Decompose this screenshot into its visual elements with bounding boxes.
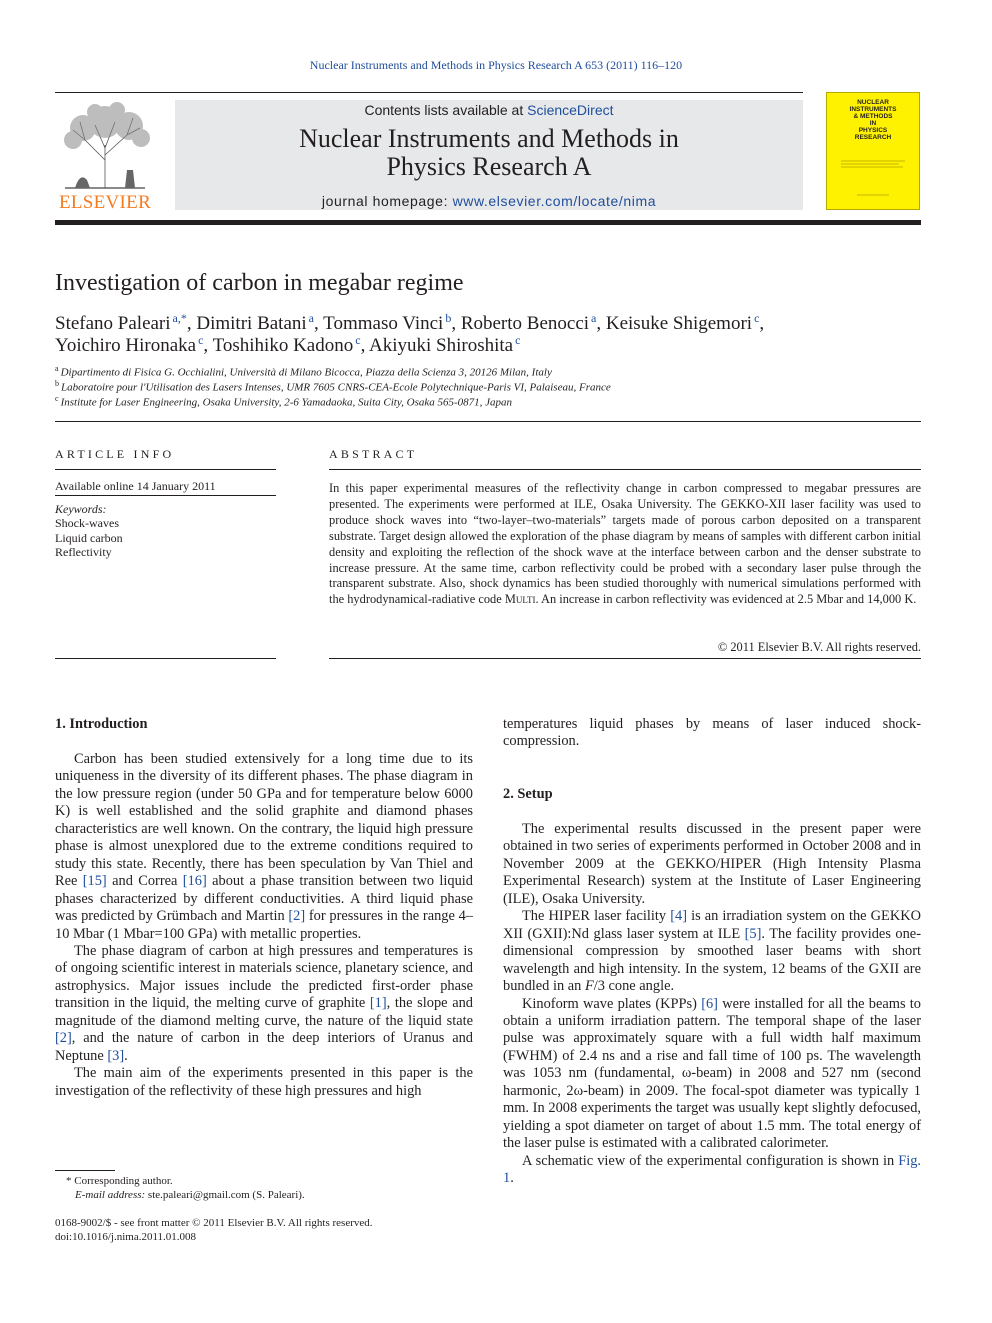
affiliation-mark: b xyxy=(55,379,59,388)
section-1-heading: 1. Introduction xyxy=(55,716,148,732)
keywords-label: Keywords: xyxy=(55,502,107,516)
author-name: Stefano Paleari xyxy=(55,313,171,334)
paragraph-text: . xyxy=(510,1170,514,1187)
paper-title: Investigation of carbon in megabar regime xyxy=(55,270,464,296)
paragraph-text: about a phase transition between two liquid phases characterized by different conductivities. A third liquid phase was predicted by Grümbach and Martin xyxy=(55,873,473,925)
right-column xyxy=(503,821,921,1188)
affiliation-b xyxy=(55,379,611,394)
citation-link[interactable]: [6] xyxy=(701,995,718,1012)
homepage-prefix: journal homepage: xyxy=(321,193,453,209)
abstract-body: In this paper experimental measures of the reflectivity change in carbon compressed to megabar pressures are presented. The experiments were performed at ILE, Osaka University. The GEKKO-XII laser facility was used to produce shock waves into “two-layer–two-materials” targets made of porous carbon deposited on a transparent substrate. Target design allowed the exploration of the phase diagram by means of samples with different carbon initial density and exploiting the reflection of the shock wave at the interface between carbon and the denser substrate to increase pressure. At the same time, carbon reflectivity could be probed with a secondary laser pulse through the transparent substrate. Also, shock dynamics has been studied thoroughly with numerical simulations performed with the hydrodynamical-radiative code xyxy=(329,481,921,607)
paragraph-text: is an irradiation system on the GEKKO XII (GXII):Nd glass laser system at ILE xyxy=(503,908,922,942)
abstract-text xyxy=(329,481,921,608)
author-separator: , xyxy=(759,313,765,334)
issn-line: 0168-9002/$ - see front matter © 2011 Elsevier B.V. All rights reserved. xyxy=(55,1217,373,1229)
article-info-heading: ARTICLE INFO xyxy=(55,447,175,461)
author-affiliation-mark[interactable]: a,* xyxy=(172,311,187,325)
article-info-rule xyxy=(55,469,276,470)
available-online: Available online 14 January 2011 xyxy=(55,479,216,493)
cover-title: NUCLEAR INSTRUMENTS & METHODS IN PHYSICS RESEARCH xyxy=(849,99,897,141)
affiliation-text: Institute for Laser Engineering, Osaka University, 2-6 Yamadaoka, Suita City, Osaka 565-0871, Japan xyxy=(60,396,513,409)
header-top-rule xyxy=(55,92,803,93)
citation-link[interactable]: [3] xyxy=(107,1047,125,1064)
section-2-heading: 2. Setup xyxy=(503,786,553,802)
paragraph-text: , and the nature of carbon in the deep interiors of Uranus and Neptune xyxy=(55,1030,473,1064)
abstract-body-end: . An increase in carbon reflectivity was evidenced at 2.5 Mbar and 14,000 K. xyxy=(535,592,917,607)
journal-name-line1: Nuclear Instruments and Methods in xyxy=(299,124,679,153)
author-affiliation-mark[interactable]: c xyxy=(198,333,204,347)
paragraph-text: . xyxy=(124,1047,128,1064)
keyword-item: Liquid carbon xyxy=(55,531,123,545)
author-affiliation-mark[interactable]: c xyxy=(754,311,760,325)
citation-link[interactable]: [15] xyxy=(82,873,107,890)
intro-paragraph-3-continued: temperatures liquid phases by means of laser induced shock-compression. xyxy=(503,716,921,750)
paragraph-text: Kinoform wave plates (KPPs) xyxy=(522,995,702,1012)
journal-homepage-line xyxy=(175,193,803,209)
paragraph-text: for pressures in the range 4–10 Mbar (1 Mbar=100 GPa) with metallic properties. xyxy=(55,908,473,942)
doi-line[interactable]: doi:10.1016/j.nima.2011.01.008 xyxy=(55,1231,197,1243)
journal-name xyxy=(175,125,803,181)
header-bottom-rule xyxy=(55,220,921,225)
article-info-rule-2 xyxy=(55,495,276,496)
paragraph-text: , the slope and magnitude of the diamond melting curve, the nature of the liquid state xyxy=(55,995,473,1029)
author-line-1 xyxy=(55,311,764,335)
paragraph-text: . The facility provides one-dimensional compression by smoothed laser beams with short wavelength and high intensity. In the system, 12 beams of the GXII are bundled in an xyxy=(503,925,921,995)
cover-decoration xyxy=(837,159,909,199)
abstract-copyright: © 2011 Elsevier B.V. All rights reserved. xyxy=(717,640,921,654)
left-column xyxy=(55,751,473,1100)
journal-name-line2: Physics Research A xyxy=(386,152,592,181)
citation-link[interactable]: [5] xyxy=(744,925,762,942)
author-name: Roberto Benocci xyxy=(460,313,590,334)
author-name: Tommaso Vinci xyxy=(323,313,444,334)
author-affiliation-mark[interactable]: a xyxy=(308,311,314,325)
email-label: E-mail address: xyxy=(75,1189,146,1201)
citation-link[interactable]: [1] xyxy=(369,995,387,1012)
keyword-item: Shock-waves xyxy=(55,516,119,530)
author-affiliation-mark[interactable]: a xyxy=(591,311,597,325)
code-name: Multi xyxy=(504,592,536,607)
affiliation-a xyxy=(55,364,552,379)
author-separator: , xyxy=(360,335,370,356)
elsevier-wordmark: ELSEVIER xyxy=(58,192,152,213)
intro-paragraph-3: The main aim of the experiments presented in this paper is the investigation of the reflectivity of these high pressures and high xyxy=(55,1065,473,1099)
author-separator: , xyxy=(203,335,213,356)
journal-citation[interactable]: Nuclear Instruments and Methods in Physics Research A 653 (2011) 116–120 xyxy=(309,58,683,72)
author-name: Dimitri Batani xyxy=(196,313,307,334)
intro-paragraph-1 xyxy=(55,751,473,943)
abstract-bottom-rule xyxy=(329,658,921,659)
corresponding-author-note: * Corresponding author. xyxy=(66,1175,173,1187)
author-separator: , xyxy=(596,313,606,334)
author-separator: , xyxy=(186,313,197,334)
footnote-rule xyxy=(55,1170,115,1171)
journal-cover-thumbnail[interactable] xyxy=(826,92,920,210)
abstract-rule xyxy=(329,469,921,470)
affiliation-text: Laboratoire pour l'Utilisation des Lasers Intenses, UMR 7605 CNRS-CEA-Ecole Polytechnique-Paris VI, Palaiseau, France xyxy=(61,381,611,394)
email-address[interactable]: ste.paleari@gmail.com (S. Paleari). xyxy=(145,1189,305,1201)
affiliation-c xyxy=(55,394,512,409)
citation-link[interactable]: [16] xyxy=(182,873,207,890)
citation-link[interactable]: [4] xyxy=(670,908,687,925)
citation-link[interactable]: Fig. 1 xyxy=(503,1152,921,1187)
paragraph-text: Carbon has been studied extensively for a long time due to its uniqueness in the diversity of its different phases. The phase diagram in the low pressure region (under 50 GPa and for temperature below 6000 K) is well established and the solid graphite and diamond phases characteristics are well known. On the contrary, the liquid high pressure phase is almost unexplored due to the extreme conditions required to study this state. Recently, there has been speculation by Van Thiel and Ree xyxy=(55,751,473,890)
author-line-2 xyxy=(55,333,520,357)
affiliation-mark: c xyxy=(55,394,59,403)
author-separator: , xyxy=(314,313,324,334)
author-affiliation-mark[interactable]: c xyxy=(515,333,521,347)
journal-homepage-link[interactable]: www.elsevier.com/locate/nima xyxy=(452,193,657,209)
author-separator: , xyxy=(451,313,461,334)
citation-link[interactable]: [2] xyxy=(55,1030,72,1047)
setup-paragraph-1: The experimental results discussed in the present paper were obtained in two series of experiments performed in October 2008 and in November 2009 at the GEKKO/HIPER (High Intensity Plasma Experimental Research) system at the Institute of Laser Engineering (ILE), Osaka University. xyxy=(503,821,921,907)
keyword-item: Reflectivity xyxy=(55,545,112,559)
setup-paragraph-3 xyxy=(503,996,921,1153)
paragraph-text: A schematic view of the experimental configuration is shown in xyxy=(522,1152,899,1169)
paragraph-text: and Correa xyxy=(106,873,183,890)
affiliation-text: Dipartimento di Fisica G. Occhialini, Università di Milano Bicocca, Piazza della Scienza 3, 20126 Milan, Italy xyxy=(60,366,552,379)
author-name: Akiyuki Shiroshita xyxy=(369,335,514,356)
paragraph-text: /3 cone angle. xyxy=(593,978,675,995)
title-block-rule xyxy=(55,421,921,422)
contents-prefix: Contents lists available at xyxy=(364,102,528,118)
setup-paragraph-2 xyxy=(503,908,921,995)
author-affiliation-mark[interactable]: b xyxy=(445,311,452,325)
author-name: Keisuke Shigemori xyxy=(605,313,753,334)
article-info-bottom-rule xyxy=(55,658,276,659)
setup-paragraph-4 xyxy=(503,1153,921,1188)
contents-available-line xyxy=(175,102,803,118)
citation-link[interactable]: [2] xyxy=(288,908,306,925)
italic-text: F xyxy=(584,978,594,995)
author-name: Yoichiro Hironaka xyxy=(55,335,197,356)
paragraph-text: The HIPER laser facility xyxy=(522,908,671,925)
paragraph-text: were installed for all the beams to obtain a uniform irradiation pattern. The temporal shape of the laser pulse was approximately square with a full width half maximum (FWHM) of 2.4 ns and a rise and fall time of 100 ps. The wavelength was 1053 nm (fundamental, ω-beam) in 2008 and 527 nm (second harmonic, 2ω-beam) in 2009. The focal-spot diameter was typically 1 mm. In 2008 experiments the target was usually kept slightly defocused, yielding a spot diameter on target of about 1.5 mm. The total energy of the laser pulse is estimated with a calibrated calorimeter. xyxy=(503,995,921,1152)
paragraph-text: The phase diagram of carbon at high pressures and temperatures is of ongoing scientific interest in materials science, planetary science, and astrophysics. Major issues include the predicted first-order phase transition in the liquid, the melting curve of graphite xyxy=(55,942,473,1012)
affiliation-mark: a xyxy=(55,364,59,373)
author-affiliation-mark[interactable]: c xyxy=(355,333,361,347)
abstract-heading: ABSTRACT xyxy=(329,447,418,461)
author-name: Toshihiko Kadono xyxy=(212,335,354,356)
right-column-top xyxy=(503,716,921,751)
intro-paragraph-2 xyxy=(55,943,473,1065)
sciencedirect-link[interactable]: ScienceDirect xyxy=(527,102,614,118)
email-note xyxy=(75,1189,305,1201)
